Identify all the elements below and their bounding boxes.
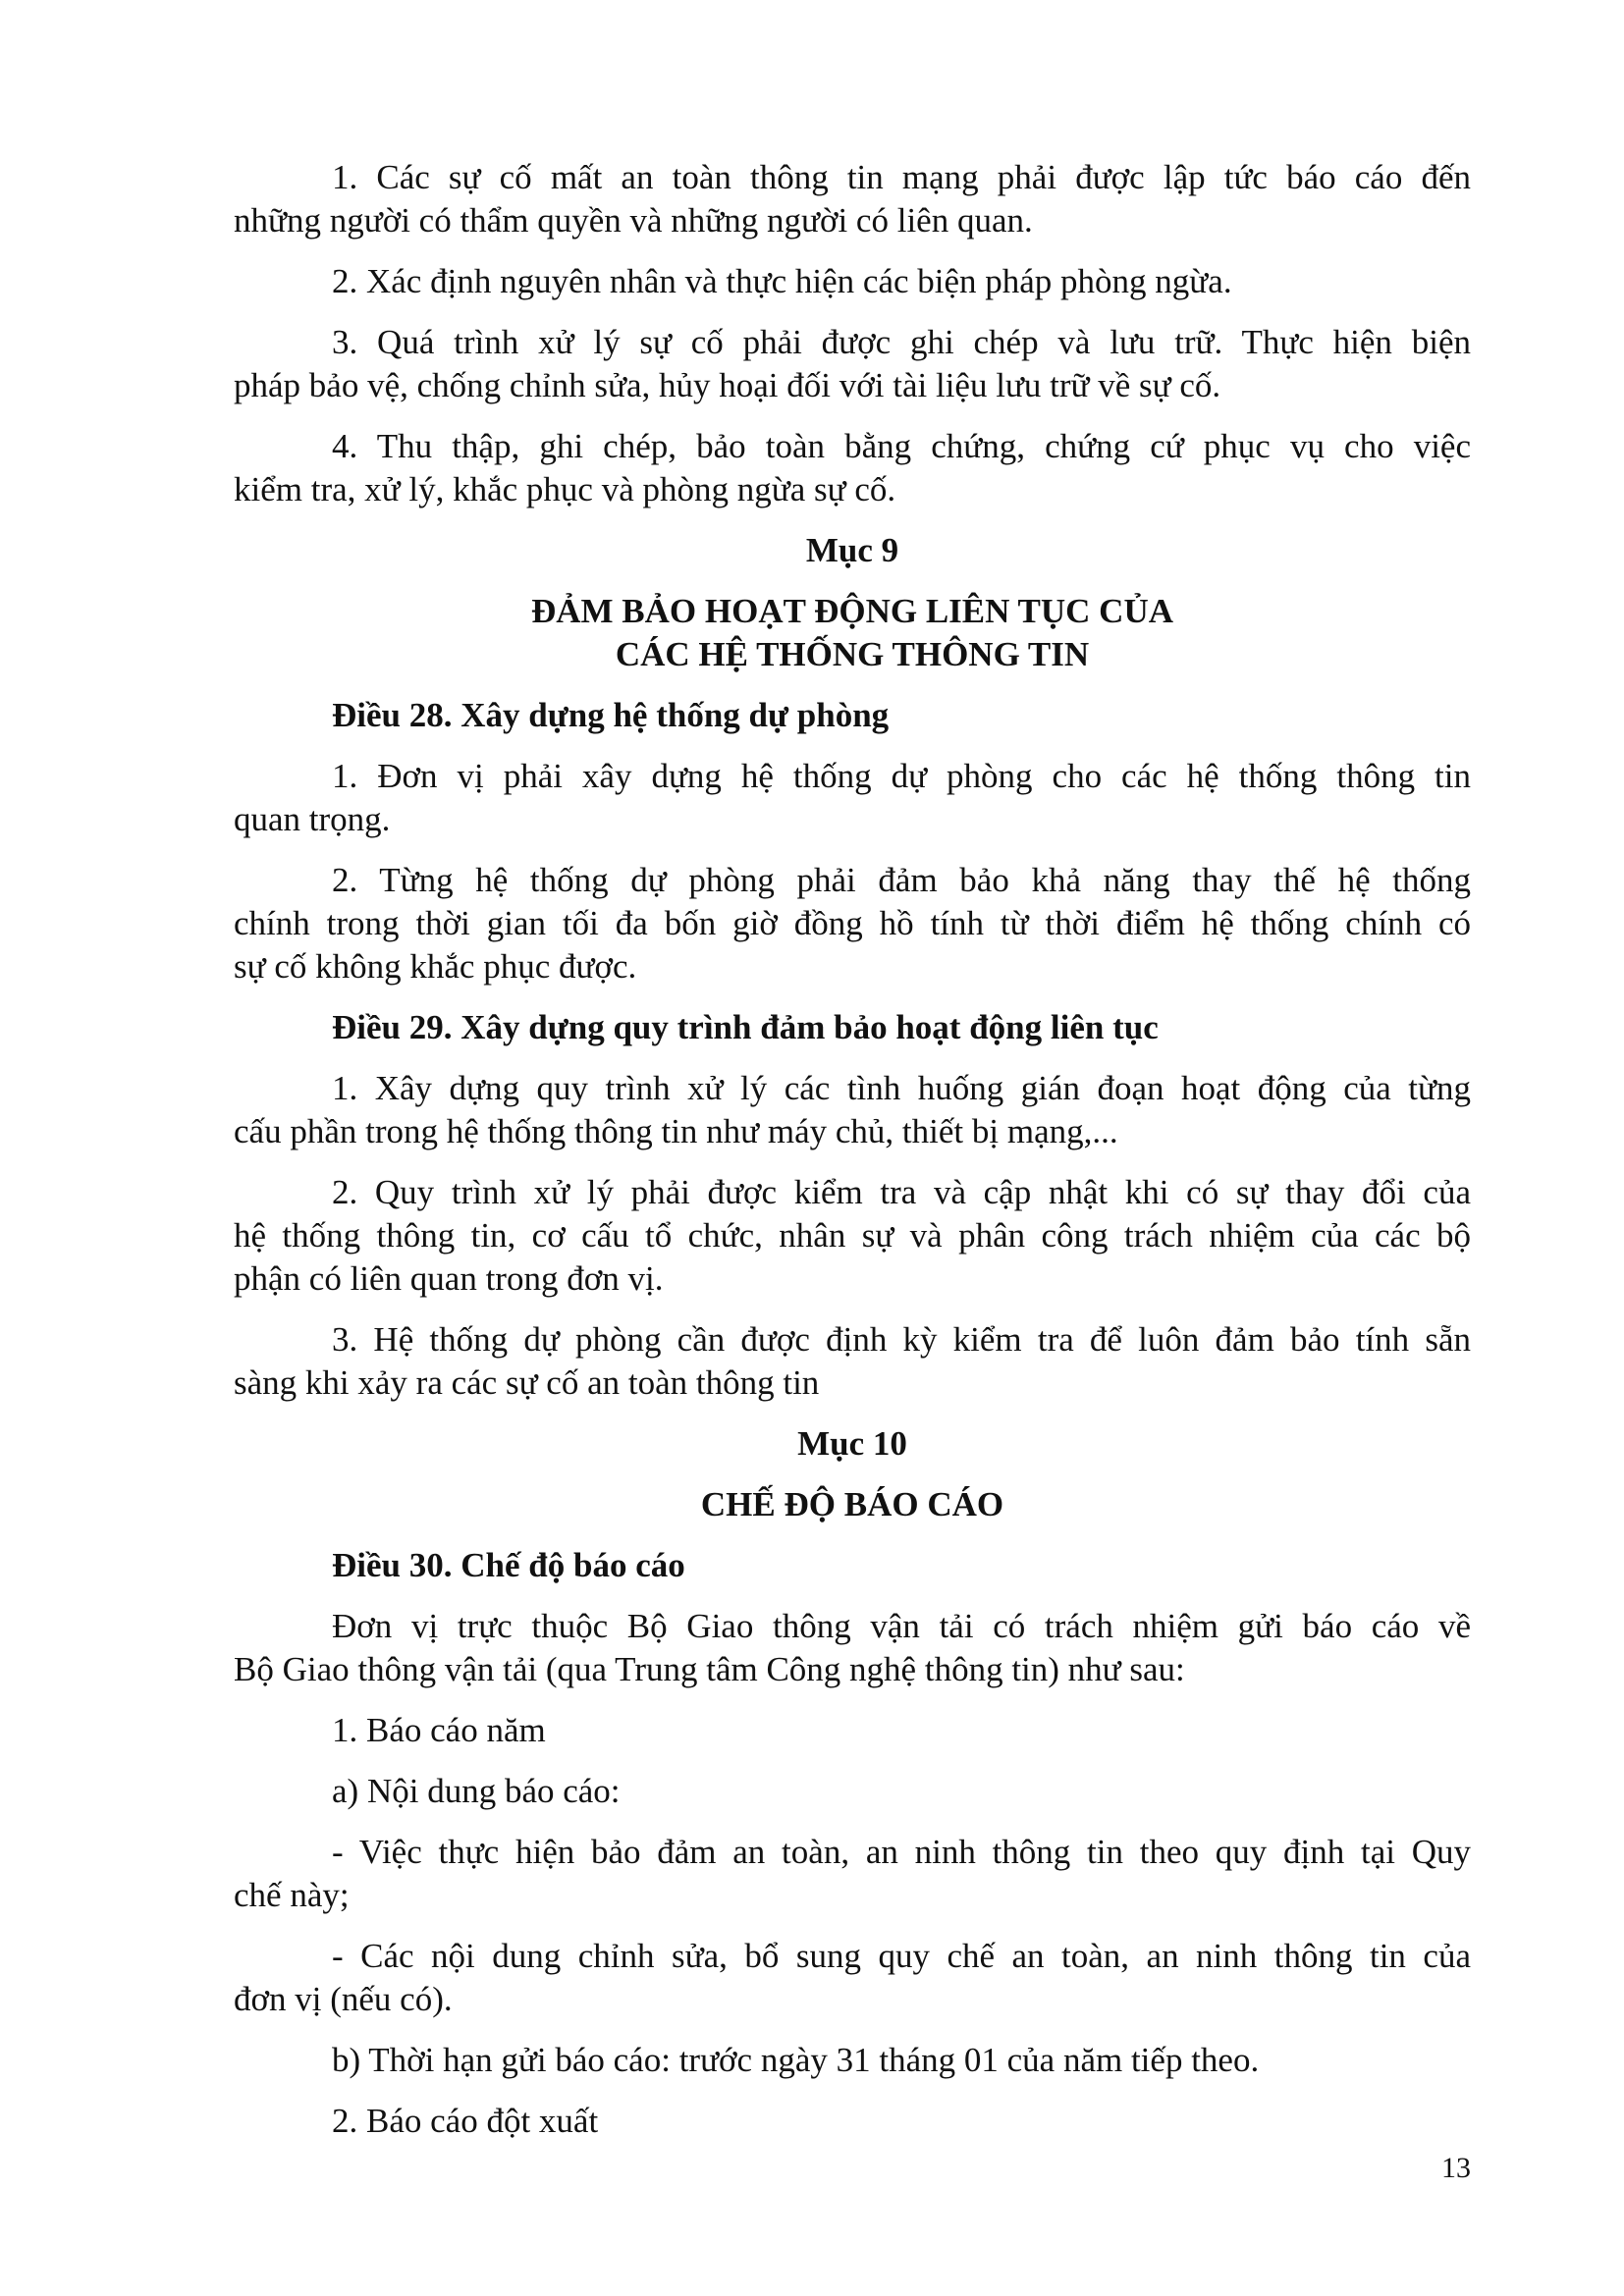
paragraph <box>234 1318 1471 1405</box>
text-line: Đơn vị trực thuộc Bộ Giao thông vận tải có trách nhiệm gửi báo cáo về <box>332 1607 1471 1645</box>
document-page <box>234 156 1471 2143</box>
paragraph <box>234 755 1471 841</box>
text-line: chính trong thời gian tối đa bốn giờ đồng hồ tính từ thời điểm hệ thống chính có <box>234 904 1471 942</box>
text-line: Mục 9 <box>805 531 899 569</box>
article-heading <box>234 1006 1471 1049</box>
text-line: phận có liên quan trong đơn vị. <box>234 1259 664 1298</box>
paragraph <box>234 1709 1471 1752</box>
text-line: quan trọng. <box>234 800 391 838</box>
text-line: cấu phần trong hệ thống thông tin như máy chủ, thiết bị mạng,... <box>234 1112 1118 1150</box>
text-line: Điều 29. Xây dựng quy trình đảm bảo hoạt động liên tục <box>332 1008 1159 1046</box>
text-line: a) Nội dung báo cáo: <box>332 1772 621 1810</box>
paragraph <box>234 1605 1471 1691</box>
text-line: pháp bảo vệ, chống chỉnh sửa, hủy hoại đối với tài liệu lưu trữ về sự cố. <box>234 366 1221 404</box>
page-number: 13 <box>1441 2152 1471 2184</box>
text-line: 1. Xây dựng quy trình xử lý các tình huống gián đoạn hoạt động của từng <box>332 1069 1471 1107</box>
paragraph <box>234 260 1471 303</box>
text-line: chế này; <box>234 1876 350 1914</box>
paragraph <box>234 859 1471 988</box>
text-line: Bộ Giao thông vận tải (qua Trung tâm Công nghệ thông tin) như sau: <box>234 1650 1185 1688</box>
text-line: sự cố không khắc phục được. <box>234 947 637 986</box>
text-line: - Các nội dung chỉnh sửa, bổ sung quy chế an toàn, an ninh thông tin của <box>332 1937 1471 1975</box>
section-number-heading <box>234 1422 1471 1466</box>
text-line: sàng khi xảy ra các sự cố an toàn thông tin <box>234 1363 820 1402</box>
paragraph <box>234 1831 1471 1917</box>
text-line: kiểm tra, xử lý, khắc phục và phòng ngừa sự cố. <box>234 470 896 508</box>
paragraph <box>234 1770 1471 1813</box>
article-heading <box>234 1544 1471 1587</box>
text-line: 2. Từng hệ thống dự phòng phải đảm bảo khả năng thay thế hệ thống <box>332 861 1471 899</box>
paragraph <box>234 2039 1471 2082</box>
paragraph <box>234 1067 1471 1153</box>
text-line: 2. Báo cáo đột xuất <box>332 2102 599 2140</box>
text-line: Điều 30. Chế độ báo cáo <box>332 1546 685 1584</box>
section-title-heading <box>234 590 1471 676</box>
paragraph <box>234 2100 1471 2143</box>
section-title-heading <box>234 1483 1471 1526</box>
text-line: 2. Xác định nguyên nhân và thực hiện các biện pháp phòng ngừa. <box>332 262 1232 300</box>
text-line: - Việc thực hiện bảo đảm an toàn, an ninh thông tin theo quy định tại Quy <box>332 1833 1471 1871</box>
text-line: Mục 10 <box>797 1424 907 1463</box>
text-line: 1. Đơn vị phải xây dựng hệ thống dự phòng cho các hệ thống thông tin <box>332 757 1471 795</box>
text-line: 3. Quá trình xử lý sự cố phải được ghi chép và lưu trữ. Thực hiện biện <box>332 323 1471 361</box>
text-line: những người có thẩm quyền và những người có liên quan. <box>234 201 1033 240</box>
text-line: 1. Các sự cố mất an toàn thông tin mạng phải được lập tức báo cáo đến <box>332 158 1471 196</box>
paragraph <box>234 425 1471 511</box>
article-heading <box>234 694 1471 737</box>
text-line: 2. Quy trình xử lý phải được kiểm tra và cập nhật khi có sự thay đổi của <box>332 1173 1471 1211</box>
text-line: CÁC HỆ THỐNG THÔNG TIN <box>615 635 1090 673</box>
text-line: đơn vị (nếu có). <box>234 1980 453 2018</box>
text-line: hệ thống thông tin, cơ cấu tổ chức, nhân sự và phân công trách nhiệm của các bộ <box>234 1216 1471 1255</box>
paragraph <box>234 321 1471 407</box>
paragraph <box>234 156 1471 242</box>
text-line: ĐẢM BẢO HOẠT ĐỘNG LIÊN TỤC CỦA <box>530 592 1174 630</box>
text-line: Điều 28. Xây dựng hệ thống dự phòng <box>332 696 890 734</box>
paragraph <box>234 1935 1471 2021</box>
section-number-heading <box>234 529 1471 572</box>
text-line: 1. Báo cáo năm <box>332 1711 546 1749</box>
text-line: b) Thời hạn gửi báo cáo: trước ngày 31 tháng 01 của năm tiếp theo. <box>332 2041 1260 2079</box>
text-line: CHẾ ĐỘ BÁO CÁO <box>700 1485 1004 1523</box>
text-line: 4. Thu thập, ghi chép, bảo toàn bằng chứng, chứng cứ phục vụ cho việc <box>332 427 1471 465</box>
text-line: 3. Hệ thống dự phòng cần được định kỳ kiểm tra để luôn đảm bảo tính sẵn <box>332 1320 1471 1359</box>
paragraph <box>234 1171 1471 1301</box>
